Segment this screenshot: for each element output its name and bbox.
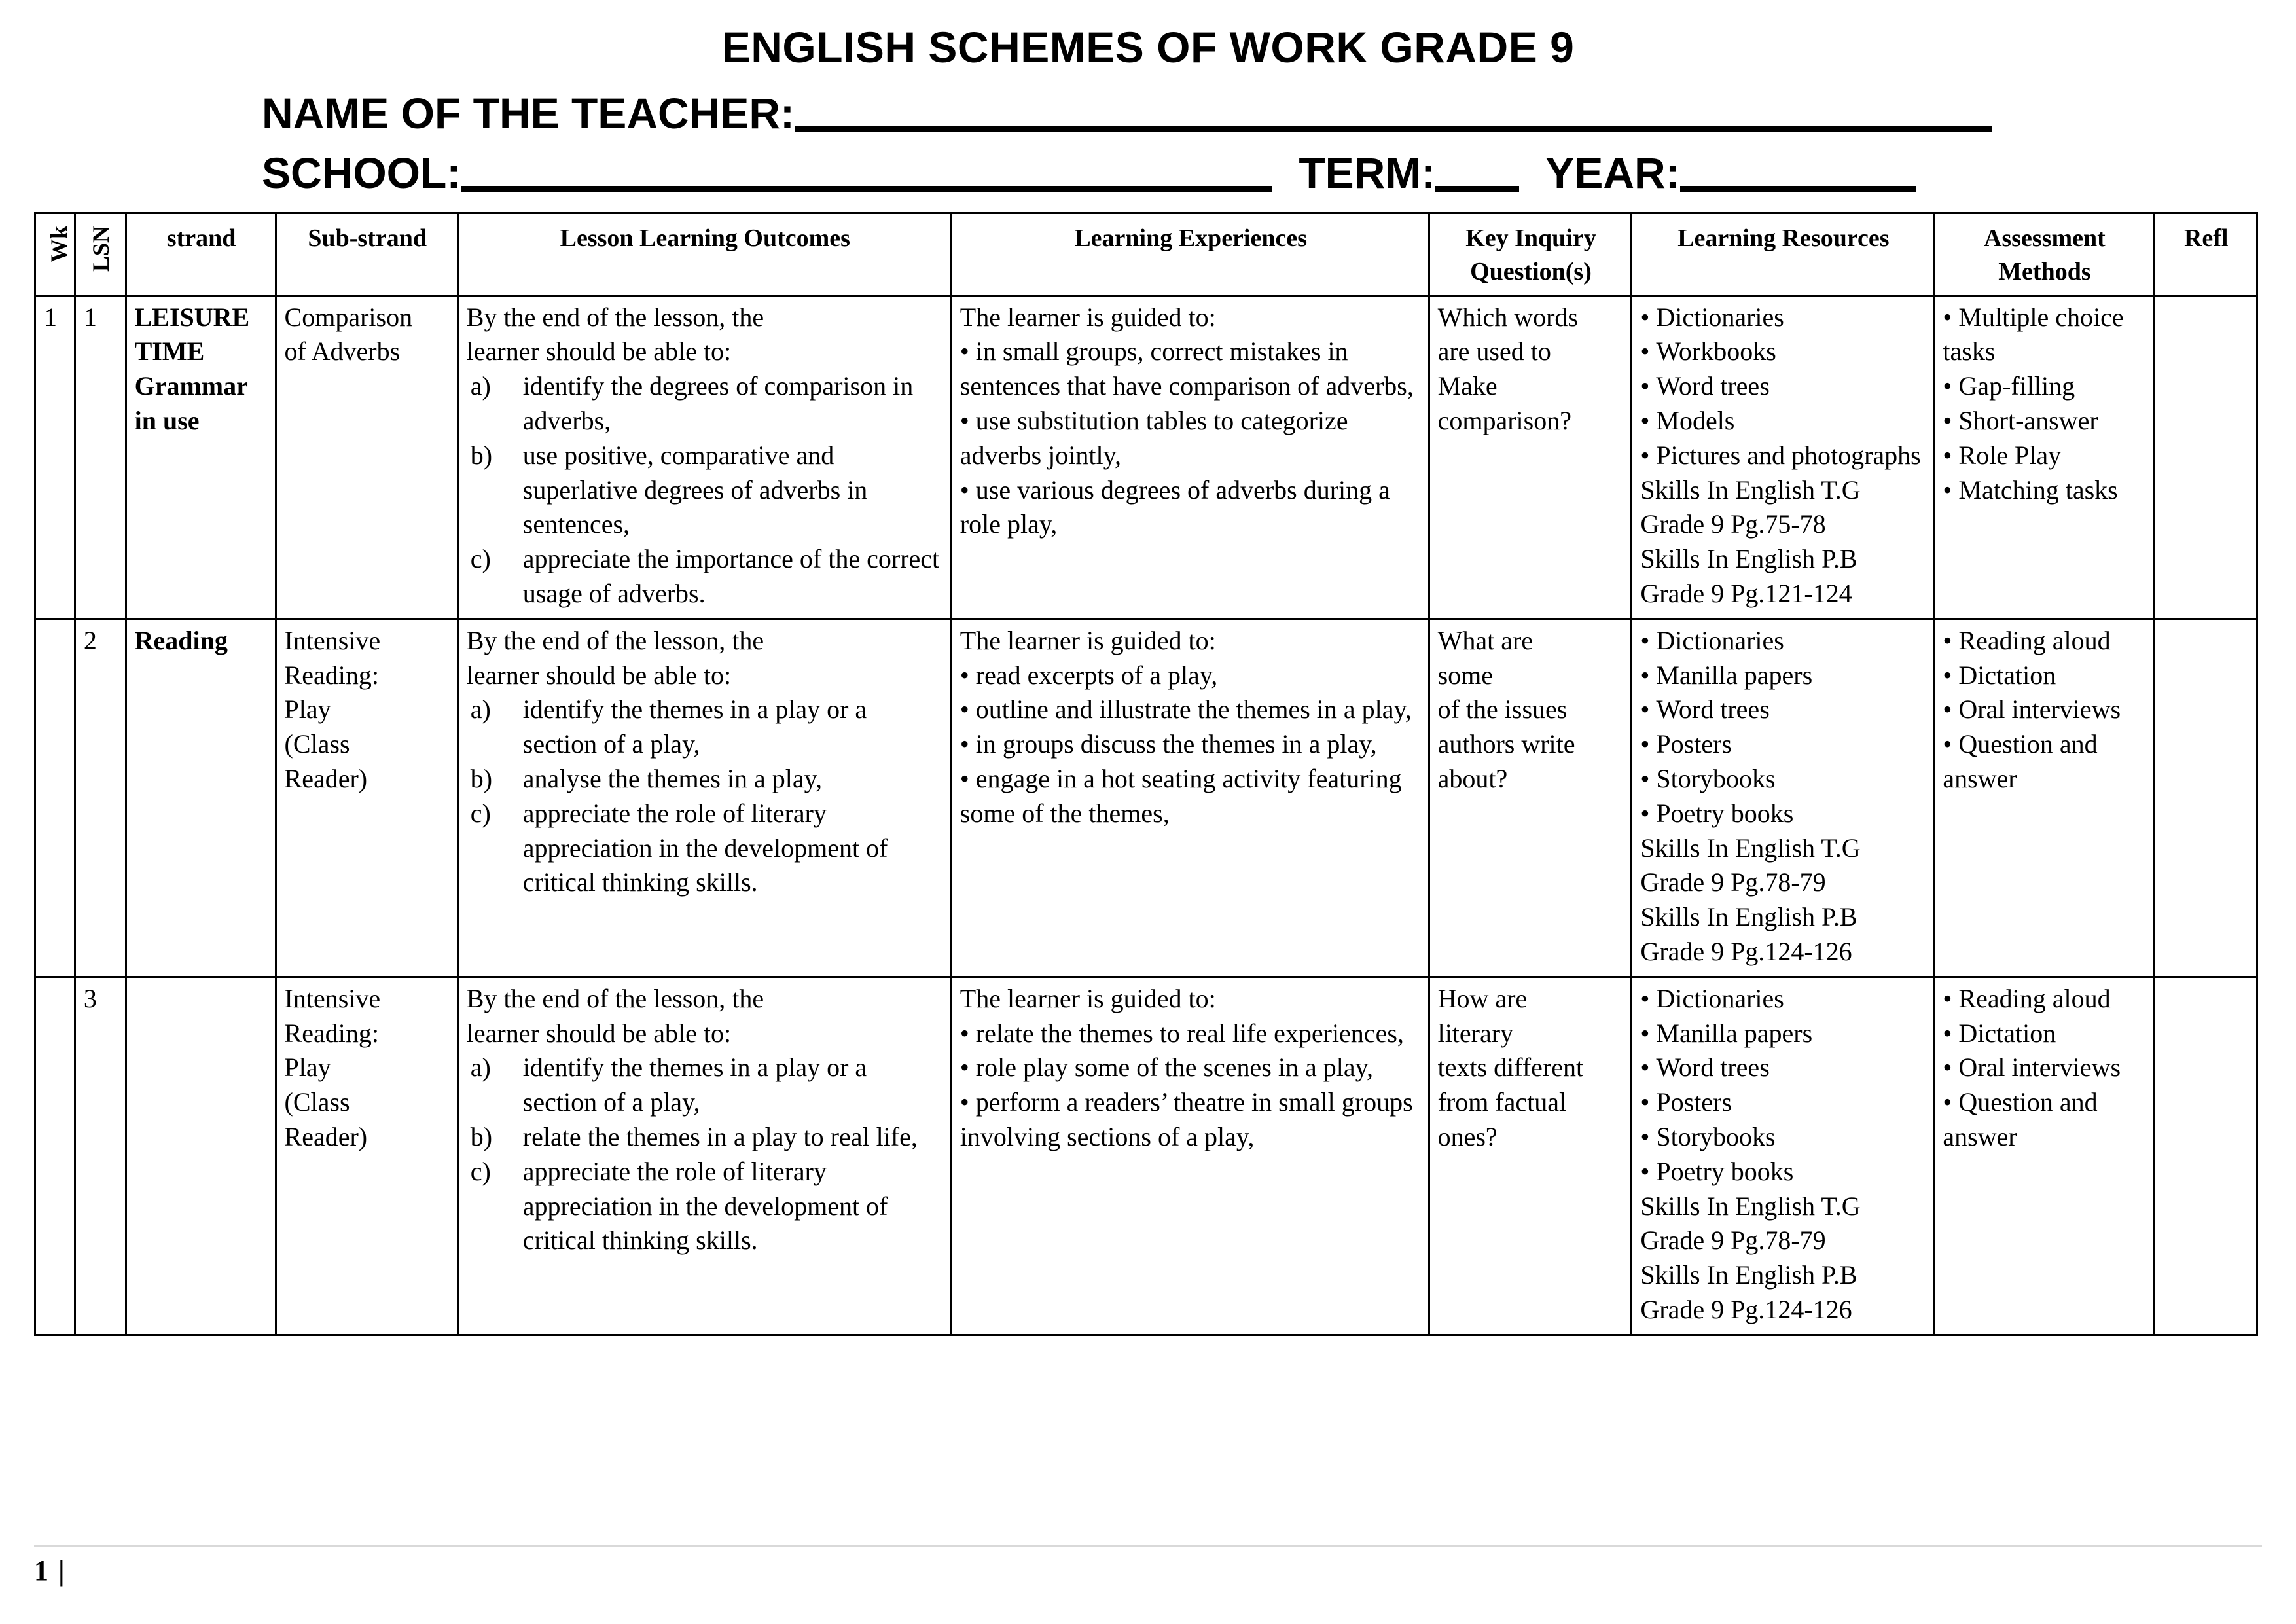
sub-strand-line: Play [284,695,331,725]
resource-item: • Poetry books [1640,1155,1926,1189]
term-label: TERM: [1299,149,1436,198]
sub-strand-line: Comparison [284,302,413,332]
row-week-number: 1 [35,295,75,619]
resource-item: • Models [1640,404,1926,439]
outcome-item [467,1155,944,1258]
row-learning-resources [1632,977,1934,1335]
sub-strand-line: Play [284,1053,331,1083]
column-header-lsn: LSN [75,213,126,295]
resource-reference-line: Skills In English T.G [1640,1191,1861,1221]
outcome-marker: a) [470,695,491,725]
assessment-item: • Dictation [1943,1017,2146,1051]
row-lesson-learning-outcomes [457,295,951,619]
resource-item: • Manilla papers [1640,1017,1926,1051]
term-input-line[interactable] [1435,186,1519,192]
school-label: SCHOOL: [262,149,461,198]
key-inquiry-line: comparison? [1437,406,1571,436]
experiences-list [960,659,1422,831]
assessment-item: • Role Play [1943,439,2146,473]
experiences-intro: The learner is guided to: [960,983,1216,1013]
row-lesson-learning-outcomes [457,619,951,977]
row-reflection [2154,619,2257,977]
experience-item: • relate the themes to real life experiences, [960,1017,1422,1051]
resource-reference-line: Grade 9 Pg.124-126 [1640,1295,1852,1324]
resource-item: • Workbooks [1640,334,1926,369]
sub-strand-line: Reader) [284,1122,368,1152]
key-inquiry-line: of the issues [1437,695,1568,725]
row-strand [126,619,276,977]
strand-line: TIME [134,336,205,367]
resource-reference-line: Skills In English P.B [1640,544,1857,574]
row-assessment-methods [1934,295,2154,619]
page-footer [34,1545,2262,1587]
outcome-item [467,369,944,439]
outcomes-intro-line: By the end of the lesson, the [466,625,764,655]
outcome-text: appreciate the role of literary appreciation in the development of critical thinking skills. [522,1156,888,1255]
key-inquiry-line: What are [1437,625,1534,655]
page-number: 1 | [34,1555,66,1587]
outcome-text: use positive, comparative and superlative degrees of adverbs in sentences, [522,440,868,539]
key-inquiry-line: ones? [1437,1122,1498,1152]
experience-item: • outline and illustrate the themes in a play, [960,693,1422,727]
resource-reference-line: Grade 9 Pg.124-126 [1640,937,1852,967]
experience-item: • in groups discuss the themes in a play, [960,727,1422,762]
experience-item: • use various degrees of adverbs during a role play, [960,473,1422,543]
column-header-refl: Refl [2154,213,2257,295]
resource-item: • Storybooks [1640,1120,1926,1155]
experiences-intro: The learner is guided to: [960,302,1216,332]
row-week-number [35,977,75,1335]
resource-item: • Posters [1640,1085,1926,1120]
resource-item: • Dictionaries [1640,624,1926,659]
table-row [35,295,2257,619]
strand-line: Reading [134,625,228,655]
row-assessment-methods [1934,619,2154,977]
assessment-list [1943,300,2146,508]
key-inquiry-line: authors write [1437,729,1575,759]
sub-strand-line: Intensive [284,625,381,655]
outcomes-intro-line: learner should be able to: [466,1018,732,1048]
outcome-item [467,542,944,611]
resource-reference-line: Skills In English P.B [1640,1260,1857,1290]
resource-reference-line: Skills In English T.G [1640,475,1861,505]
row-sub-strand [276,619,457,977]
outcomes-list [467,369,944,611]
assessment-item: • Oral interviews [1943,693,2146,727]
strand-line: Grammar [134,371,248,401]
row-sub-strand [276,295,457,619]
assessment-item: • Reading aloud [1943,982,2146,1017]
outcome-item [467,1120,944,1155]
column-header-lesson-learning-outcomes: Lesson Learning Outcomes [457,213,951,295]
resource-reference-line: Grade 9 Pg.78-79 [1640,1225,1826,1255]
table-row [35,977,2257,1335]
year-input-line[interactable] [1680,186,1916,192]
outcomes-intro-line: By the end of the lesson, the [466,302,764,332]
row-learning-experiences [951,977,1429,1335]
column-header-strand: strand [126,213,276,295]
sub-strand-line: (Class [284,1087,350,1117]
row-sub-strand [276,977,457,1335]
key-inquiry-line: from factual [1437,1087,1567,1117]
sub-strand-line: Reading: [284,660,379,690]
schemes-of-work-table [34,212,2258,1335]
teacher-field-row [0,72,2296,138]
experiences-intro: The learner is guided to: [960,625,1216,655]
outcome-marker: b) [470,764,493,794]
school-input-line[interactable] [461,186,1272,192]
year-label: YEAR: [1545,149,1680,198]
resource-item: • Pictures and photographs [1640,439,1926,473]
assessment-item: • Gap-filling [1943,369,2146,404]
outcome-item [467,797,944,900]
outcomes-intro-line: By the end of the lesson, the [466,983,764,1013]
resource-item: • Poetry books [1640,797,1926,831]
row-strand [126,977,276,1335]
outcome-text: appreciate the importance of the correct usage of adverbs. [522,544,940,609]
column-header-learning-resources: Learning Resources [1632,213,1934,295]
key-inquiry-line-1: Key Inquiry [1465,225,1596,253]
outcome-text: identify the themes in a play or a section of a play, [522,1053,867,1117]
column-header-sub-strand: Sub-strand [276,213,457,295]
assessment-item: • Question and answer [1943,1085,2146,1155]
outcomes-intro-line: learner should be able to: [466,660,732,690]
sub-strand-line: Reading: [284,1018,379,1048]
outcome-text: appreciate the role of literary appreciation in the development of critical thinking skills. [522,798,888,897]
row-lesson-number: 2 [75,619,126,977]
row-strand [126,295,276,619]
resource-item: • Dictionaries [1640,300,1926,335]
page-title: ENGLISH SCHEMES OF WORK GRADE 9 [721,23,1575,71]
outcome-marker: b) [470,440,493,470]
outcome-text: relate the themes in a play to real life, [522,1122,918,1152]
experiences-list [960,1017,1422,1155]
outcome-item [467,693,944,762]
key-inquiry-line: are used to [1437,336,1551,367]
key-inquiry-line: Which words [1437,302,1578,332]
experience-item: • in small groups, correct mistakes in sentences that have comparison of adverbs, [960,334,1422,404]
experience-item: • perform a readers’ theatre in small groups involving sections of a play, [960,1085,1422,1155]
outcome-marker: a) [470,1053,491,1083]
outcome-marker: b) [470,1122,493,1152]
key-inquiry-line: about? [1437,764,1508,794]
key-inquiry-line: literary [1437,1018,1514,1048]
resource-item: • Word trees [1640,369,1926,404]
resource-item: • Storybooks [1640,762,1926,797]
sub-strand-line: Reader) [284,764,368,794]
assessment-line-1: Assessment [1984,225,2106,253]
table-header-row [35,213,2257,295]
outcome-marker: c) [470,544,491,574]
resource-item: • Word trees [1640,693,1926,727]
assessment-item: • Oral interviews [1943,1051,2146,1085]
resource-reference-line: Grade 9 Pg.121-124 [1640,579,1852,609]
row-key-inquiry-question [1429,295,1632,619]
column-header-learning-experiences: Learning Experiences [951,213,1429,295]
row-assessment-methods [1934,977,2154,1335]
column-header-wk: Wk [35,213,75,295]
column-header-key-inquiry-questions [1429,213,1632,295]
resource-item: • Dictionaries [1640,982,1926,1017]
experience-item: • use substitution tables to categorize adverbs jointly, [960,404,1422,473]
sub-strand-line: of Adverbs [284,336,401,367]
resources-list [1640,300,1926,473]
assessment-item: • Reading aloud [1943,624,2146,659]
teacher-label: NAME OF THE TEACHER: [262,88,795,137]
row-lesson-learning-outcomes [457,977,951,1335]
sub-strand-line: (Class [284,729,350,759]
row-lesson-number: 3 [75,977,126,1335]
outcome-marker: c) [470,798,491,828]
key-inquiry-line-2: Question(s) [1470,257,1592,285]
outcome-marker: a) [470,371,491,401]
assessment-list [1943,982,2146,1155]
strand-line: in use [134,406,200,436]
outcome-text: identify the degrees of comparison in adverbs, [522,371,914,436]
resource-reference-line: Skills In English T.G [1640,833,1861,863]
row-lesson-number: 1 [75,295,126,619]
column-header-assessment-methods [1934,213,2154,295]
table-row [35,619,2257,977]
row-key-inquiry-question [1429,619,1632,977]
outcome-item [467,762,944,797]
outcomes-list [467,693,944,900]
footer-divider [34,1545,2262,1547]
outcome-item [467,1051,944,1120]
assessment-item: • Dictation [1943,659,2146,693]
assessment-item: • Question and answer [1943,727,2146,797]
assessment-item: • Matching tasks [1943,473,2146,508]
table-body [35,295,2257,1335]
experience-item: • engage in a hot seating activity featuring some of the themes, [960,762,1422,831]
sub-strand-line: Intensive [284,983,381,1013]
assessment-item: • Short-answer [1943,404,2146,439]
outcome-text: analyse the themes in a play, [522,764,823,794]
resource-item: • Word trees [1640,1051,1926,1085]
row-reflection [2154,295,2257,619]
assessment-list [1943,624,2146,797]
assessment-line-2: Methods [1998,257,2091,285]
key-inquiry-line: texts different [1437,1053,1584,1083]
outcomes-intro-line: learner should be able to: [466,336,732,367]
experience-item: • read excerpts of a play, [960,659,1422,693]
teacher-input-line[interactable] [795,126,1992,132]
key-inquiry-line: Make [1437,371,1498,401]
row-key-inquiry-question [1429,977,1632,1335]
resource-reference-line: Grade 9 Pg.75-78 [1640,509,1826,539]
row-learning-resources [1632,619,1934,977]
outcome-text: identify the themes in a play or a section of a play, [522,695,867,759]
outcomes-list [467,1051,944,1258]
strand-line: LEISURE [134,302,250,332]
outcome-marker: c) [470,1156,491,1186]
resource-item: • Posters [1640,727,1926,762]
row-reflection [2154,977,2257,1335]
resource-reference-line: Grade 9 Pg.78-79 [1640,867,1826,897]
resources-list [1640,624,1926,831]
resources-list [1640,982,1926,1189]
key-inquiry-line: How are [1437,983,1528,1013]
resource-reference-line: Skills In English P.B [1640,902,1857,932]
experiences-list [960,334,1422,542]
key-inquiry-line: some [1437,660,1494,690]
row-learning-experiences [951,295,1429,619]
row-learning-experiences [951,619,1429,977]
row-learning-resources [1632,295,1934,619]
assessment-item: • Multiple choice tasks [1943,300,2146,370]
school-term-year-field-row [0,138,2296,198]
experience-item: • role play some of the scenes in a play, [960,1051,1422,1085]
resource-item: • Manilla papers [1640,659,1926,693]
outcome-item [467,439,944,542]
row-week-number [35,619,75,977]
